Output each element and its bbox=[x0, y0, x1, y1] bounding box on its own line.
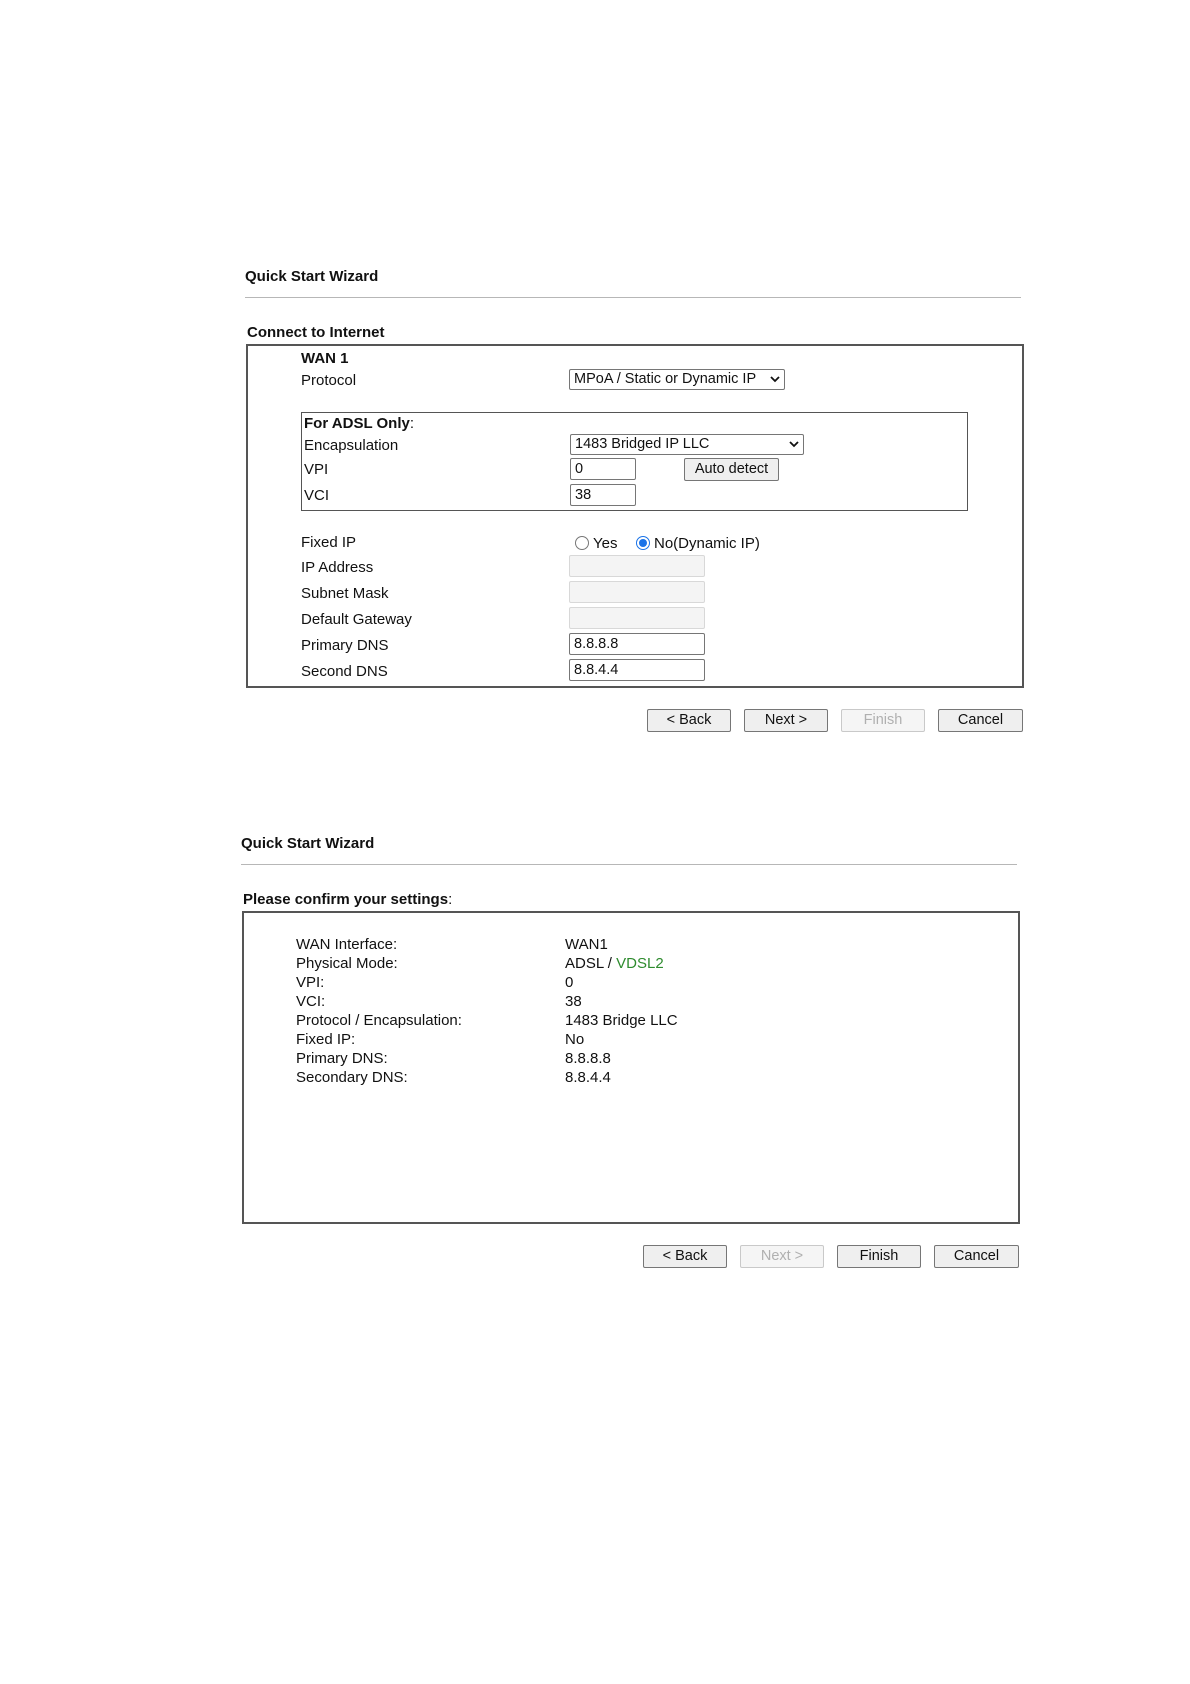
wizard2-finish-button[interactable]: Finish bbox=[837, 1245, 921, 1268]
summary-label: Primary DNS: bbox=[296, 1050, 388, 1067]
subnet-mask-label: Subnet Mask bbox=[301, 585, 389, 602]
chevron-down-icon bbox=[789, 439, 799, 449]
primary-dns-input[interactable]: 8.8.8.8 bbox=[569, 633, 705, 655]
fixed-ip-yes-label: Yes bbox=[593, 535, 618, 552]
summary-label: Physical Mode: bbox=[296, 955, 398, 972]
summary-label: Protocol / Encapsulation: bbox=[296, 1012, 462, 1029]
summary-label: VPI: bbox=[296, 974, 325, 991]
primary-dns-label: Primary DNS bbox=[301, 637, 389, 654]
protocol-label: Protocol bbox=[301, 372, 357, 389]
encapsulation-select[interactable] bbox=[570, 434, 804, 455]
encapsulation-select-value: 1483 Bridged IP LLC bbox=[575, 436, 710, 452]
encapsulation-label: Encapsulation bbox=[304, 437, 399, 454]
fixed-ip-no-label: No(Dynamic IP) bbox=[654, 535, 760, 552]
subnet-mask-input[interactable] bbox=[569, 581, 705, 603]
summary-label: Secondary DNS: bbox=[296, 1069, 408, 1086]
vpi-label: VPI bbox=[304, 461, 329, 478]
physical-mode-value: ADSL / bbox=[565, 955, 617, 972]
summary-label: Fixed IP: bbox=[296, 1031, 356, 1048]
wizard2-cancel-button[interactable]: Cancel bbox=[934, 1245, 1019, 1268]
vpi-input[interactable]: 0 bbox=[570, 458, 636, 480]
summary-value bbox=[565, 955, 664, 972]
wizard1-back-button[interactable]: < Back bbox=[647, 709, 731, 732]
wizard1-next-button[interactable]: Next > bbox=[744, 709, 828, 732]
wizard2-divider bbox=[241, 864, 1017, 865]
summary-value: 38 bbox=[565, 993, 582, 1010]
summary-value: 1483 Bridge LLC bbox=[565, 1012, 678, 1029]
default-gateway-input[interactable] bbox=[569, 607, 705, 629]
wan-label: WAN 1 bbox=[301, 350, 349, 367]
adsl-title-text: For ADSL Only bbox=[304, 415, 410, 432]
wizard2-section-title bbox=[243, 891, 452, 908]
wizard1-finish-button[interactable]: Finish bbox=[841, 709, 925, 732]
summary-value: 8.8.8.8 bbox=[565, 1050, 611, 1067]
fixed-ip-yes-radio[interactable] bbox=[575, 536, 589, 550]
fixed-ip-label: Fixed IP bbox=[301, 534, 357, 551]
wizard2-section-title-text: Please confirm your settings bbox=[243, 891, 449, 908]
second-dns-input[interactable]: 8.8.4.4 bbox=[569, 659, 705, 681]
auto-detect-button[interactable]: Auto detect bbox=[684, 458, 779, 481]
wizard2-title: Quick Start Wizard bbox=[241, 835, 375, 852]
summary-label: VCI: bbox=[296, 993, 326, 1010]
second-dns-label: Second DNS bbox=[301, 663, 388, 680]
wizard1-divider bbox=[245, 297, 1021, 298]
vci-label: VCI bbox=[304, 487, 330, 504]
wizard1-title: Quick Start Wizard bbox=[245, 268, 379, 285]
summary-value: 8.8.4.4 bbox=[565, 1069, 611, 1086]
default-gateway-label: Default Gateway bbox=[301, 611, 412, 628]
protocol-select-value: MPoA / Static or Dynamic IP bbox=[574, 371, 757, 387]
wizard2-section-title-colon: : bbox=[448, 891, 453, 908]
summary-label: WAN Interface: bbox=[296, 936, 398, 953]
adsl-title-colon: : bbox=[409, 415, 415, 432]
protocol-select[interactable] bbox=[569, 369, 785, 390]
vci-input[interactable]: 38 bbox=[570, 484, 636, 506]
physical-mode-highlight: VDSL2 bbox=[616, 955, 664, 972]
ip-address-label: IP Address bbox=[301, 559, 374, 576]
summary-value: No bbox=[565, 1031, 585, 1048]
wizard1-cancel-button[interactable]: Cancel bbox=[938, 709, 1023, 732]
chevron-down-icon bbox=[770, 374, 780, 384]
summary-value: 0 bbox=[565, 974, 574, 991]
summary-value: WAN1 bbox=[565, 936, 608, 953]
wizard2-back-button[interactable]: < Back bbox=[643, 1245, 727, 1268]
wizard2-next-button[interactable]: Next > bbox=[740, 1245, 824, 1268]
ip-address-input[interactable] bbox=[569, 555, 705, 577]
adsl-title bbox=[304, 415, 414, 432]
fixed-ip-no-radio[interactable] bbox=[636, 536, 650, 550]
wizard1-section-title: Connect to Internet bbox=[247, 324, 385, 341]
